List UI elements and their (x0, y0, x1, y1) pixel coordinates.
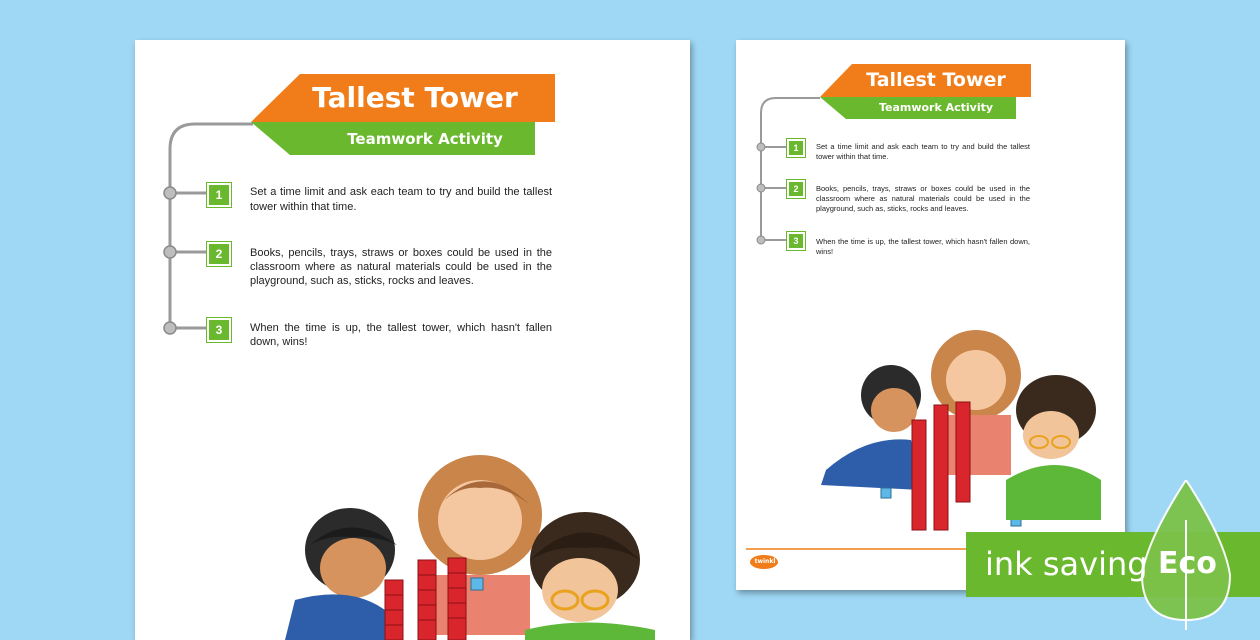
worksheet-subtitle: Teamwork Activity (347, 130, 503, 148)
step-text-3: When the time is up, the tallest tower, which hasn't fallen down, wins! (250, 322, 552, 348)
step-number-2-small: 2 (787, 180, 805, 198)
eco-label: Eco (1158, 546, 1217, 581)
worksheet-title-small: Tallest Tower (866, 69, 1006, 91)
step-text-2: Books, pencils, trays, straws or boxes could be used in the classroom where as natural materials could be used in the playground, such as, sticks, rocks and leaves. (250, 247, 552, 287)
children-illustration-small (736, 40, 1125, 590)
twinkl-logo-text: twinkl (754, 558, 776, 565)
ink-saving-label: ink saving (985, 545, 1148, 583)
step-text-1-small: Set a time limit and ask each team to try and build the tallest tower within that time. (816, 142, 1030, 161)
step-number-2: 2 (207, 242, 231, 266)
worksheet-title: Tallest Tower (312, 81, 518, 114)
worksheet-preview-large (135, 40, 690, 640)
step-number-1-small: 1 (787, 139, 805, 157)
step-number-3-small: 3 (787, 232, 805, 250)
step-text-1: Set a time limit and ask each team to try and build the tallest tower within that time. (250, 186, 552, 213)
worksheet-subtitle-small: Teamwork Activity (878, 101, 994, 114)
step-text-3-small: When the time is up, the tallest tower, which hasn't fallen down, wins! (816, 237, 1030, 256)
step-text-2-small: Books, pencils, trays, straws or boxes could be used in the classroom where as natural materials could be used in the playground, such as, sticks, rocks and leaves. (816, 184, 1030, 213)
worksheet-preview-small (736, 40, 1125, 590)
children-illustration (135, 40, 690, 640)
step-number-3: 3 (207, 318, 231, 342)
step-number-1: 1 (207, 183, 231, 207)
